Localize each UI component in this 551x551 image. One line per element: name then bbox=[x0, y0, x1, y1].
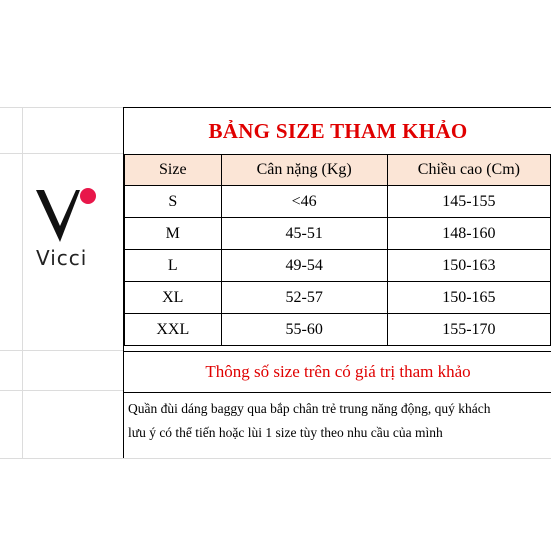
column-header: Chiều cao (Cm) bbox=[387, 155, 550, 186]
size-cell: L bbox=[125, 250, 222, 282]
height-cell: 155-170 bbox=[387, 314, 550, 346]
size-table bbox=[124, 154, 551, 346]
weight-cell: 55-60 bbox=[221, 314, 387, 346]
size-chart bbox=[123, 107, 551, 458]
table-header-row bbox=[125, 155, 551, 186]
column-header: Cân nặng (Kg) bbox=[221, 155, 387, 186]
grid-line bbox=[0, 107, 123, 108]
product-description bbox=[128, 397, 548, 445]
weight-cell: 45-51 bbox=[221, 218, 387, 250]
table-row bbox=[125, 250, 551, 282]
reference-note: Thông số size trên có giá trị tham khảo bbox=[124, 351, 551, 393]
height-cell: 148-160 bbox=[387, 218, 550, 250]
logo-dot bbox=[80, 188, 96, 204]
weight-cell: <46 bbox=[221, 186, 387, 218]
brand-logo bbox=[30, 180, 110, 280]
description-line: lưu ý có thể tiến hoặc lùi 1 size tùy theo nhu cầu của mình bbox=[128, 425, 443, 440]
height-cell: 150-163 bbox=[387, 250, 550, 282]
table-row bbox=[125, 218, 551, 250]
weight-cell: 49-54 bbox=[221, 250, 387, 282]
size-cell: XL bbox=[125, 282, 222, 314]
size-cell: S bbox=[125, 186, 222, 218]
grid-line bbox=[0, 390, 123, 391]
logo-text: Vicci bbox=[36, 246, 88, 270]
grid-line bbox=[22, 107, 23, 458]
description-line: Quần đùi dáng baggy qua bắp chân trẻ trung năng động, quý khách bbox=[128, 401, 491, 416]
height-cell: 150-165 bbox=[387, 282, 550, 314]
grid-line bbox=[0, 153, 123, 154]
page-title: BẢNG SIZE THAM KHẢO bbox=[208, 118, 468, 143]
table-row bbox=[125, 282, 551, 314]
table-row bbox=[125, 314, 551, 346]
table-row bbox=[125, 186, 551, 218]
size-cell: M bbox=[125, 218, 222, 250]
height-cell: 145-155 bbox=[387, 186, 550, 218]
column-header: Size bbox=[125, 155, 222, 186]
grid-line bbox=[0, 350, 123, 351]
size-cell: XXL bbox=[125, 314, 222, 346]
weight-cell: 52-57 bbox=[221, 282, 387, 314]
grid-line bbox=[0, 458, 551, 459]
